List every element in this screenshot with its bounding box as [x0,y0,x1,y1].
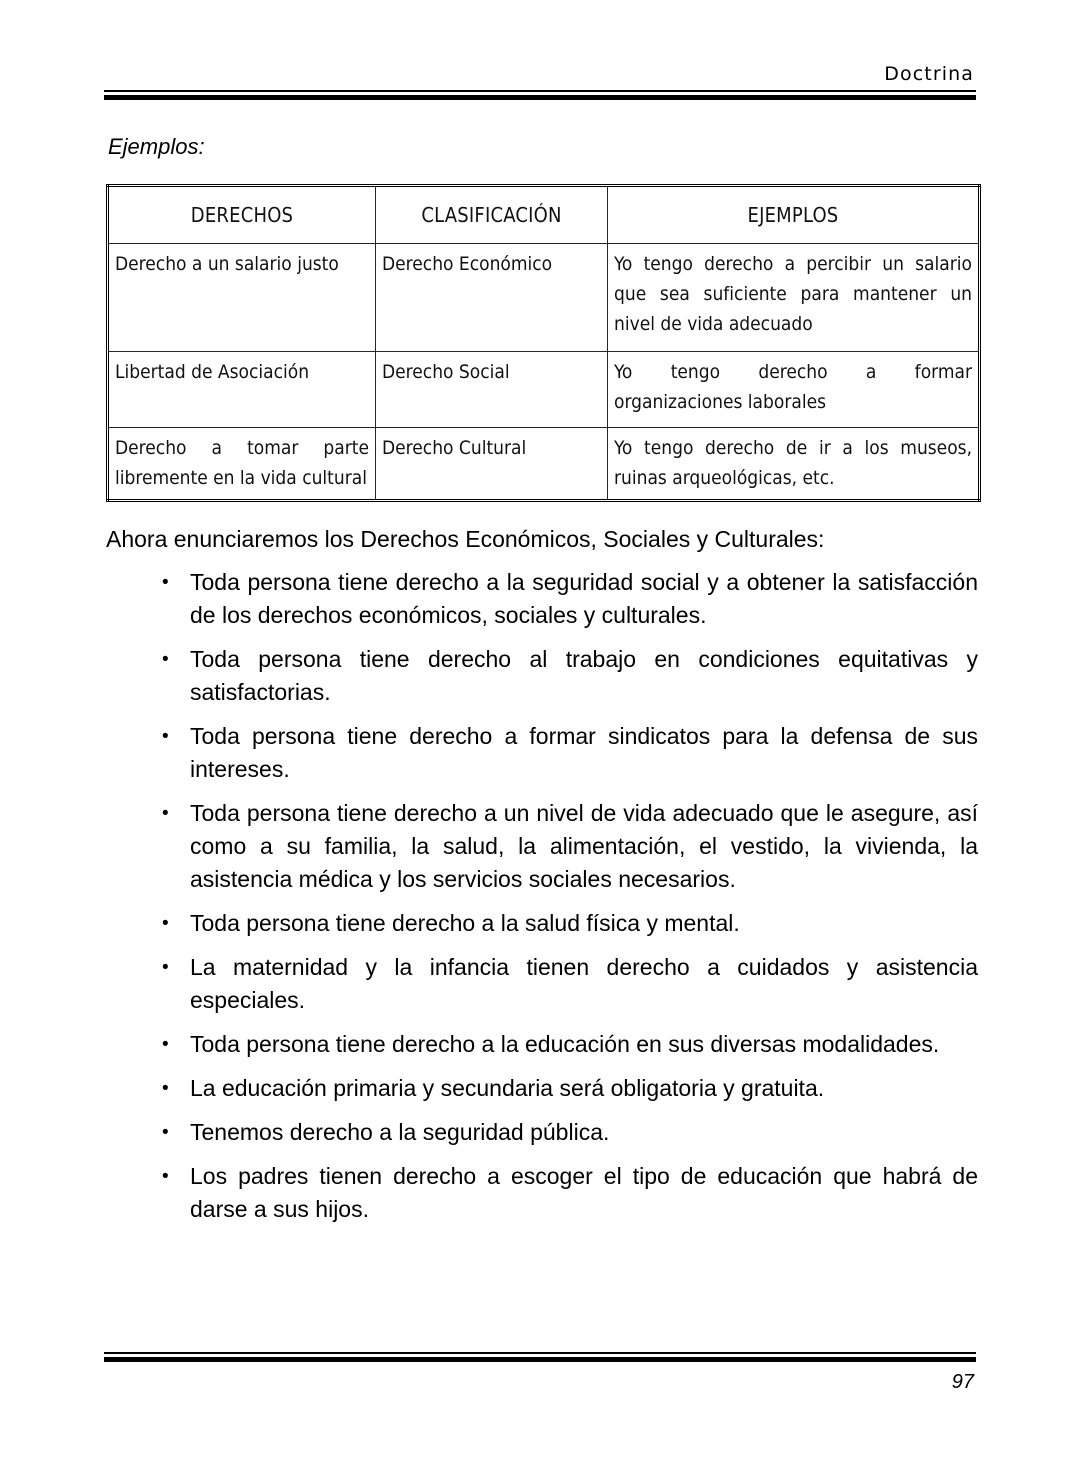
cell-ejemplo: Yo tengo derecho a percibir un salario que sea suficiente para mantener un nivel de vida adecuado [608,244,980,352]
header-rule-thick [104,95,976,100]
page-footer [104,1348,976,1396]
cell-ejemplo: Yo tengo derecho de ir a los museos, ruinas arqueológicas, etc. [608,428,980,501]
list-item [158,907,978,940]
column-header-derechos: DERECHOS [108,186,376,244]
list-item [158,1160,978,1226]
list-item [158,1028,978,1061]
list-item-text: Toda persona tiene derecho al trabajo en condiciones equitativas y satisfactorias. [190,646,978,705]
column-header-clasificacion: CLASIFICACIÓN [376,186,608,244]
list-item [158,1072,978,1105]
table-header-row [108,186,980,244]
page-content [106,132,978,1237]
list-item-text: Toda persona tiene derecho a la salud física y mental. [190,910,740,936]
bullet-icon: • [162,1078,169,1099]
list-item [158,951,978,1017]
rights-examples-table [106,184,981,502]
page-header [104,62,976,100]
cell-clasificacion: Derecho Cultural [376,428,608,501]
list-item [158,720,978,786]
bullet-icon: • [162,1122,169,1143]
rights-list [106,566,978,1226]
table-head [108,186,980,244]
list-item-text: Toda persona tiene derecho a la educación en sus diversas modalidades. [190,1031,940,1057]
bullet-icon: • [162,1034,169,1055]
running-head: Doctrina [884,63,974,85]
list-item [158,1116,978,1149]
page-number: 97 [951,1371,974,1393]
table-body [108,244,980,501]
bullet-icon: • [162,649,169,670]
footer-rule [104,1352,976,1362]
bullet-icon: • [162,572,169,593]
table-row [108,428,980,501]
cell-derecho: Derecho a un salario justo [108,244,376,352]
cell-clasificacion: Derecho Económico [376,244,608,352]
bullet-icon: • [162,1166,169,1187]
bullet-icon: • [162,913,169,934]
list-item-text: La educación primaria y secundaria será obligatoria y gratuita. [190,1075,825,1101]
cell-ejemplo: Yo tengo derecho a formar organizaciones laborales [608,352,980,428]
bullet-icon: • [162,803,169,824]
bullet-icon: • [162,726,169,747]
footer-rule-thick [104,1357,976,1362]
table-row [108,352,980,428]
column-header-ejemplos: EJEMPLOS [608,186,980,244]
list-item-text: Tenemos derecho a la seguridad pública. [190,1119,610,1145]
list-item-text: Los padres tienen derecho a escoger el tipo de educación que habrá de darse a sus hijos. [190,1163,978,1222]
list-item-text: Toda persona tiene derecho a un nivel de vida adecuado que le asegure, así como a su familia, la salud, la alimentación, el vestido, la vivienda, la asistencia médica y los servicios sociales necesarios. [190,800,978,892]
header-rule [104,90,976,100]
cell-clasificacion: Derecho Social [376,352,608,428]
list-item [158,643,978,709]
cell-derecho: Libertad de Asociación [108,352,376,428]
intro-paragraph: Ahora enunciaremos los Derechos Económicos, Sociales y Culturales: [106,526,825,552]
list-item [158,566,978,632]
list-item-text: La maternidad y la infancia tienen derecho a cuidados y asistencia especiales. [190,954,978,1013]
list-item-text: Toda persona tiene derecho a la seguridad social y a obtener la satisfacción de los derechos económicos, sociales y culturales. [190,569,978,628]
cell-derecho: Derecho a tomar parte libremente en la vida cultural [108,428,376,501]
bullet-icon: • [162,957,169,978]
list-item-text: Toda persona tiene derecho a formar sindicatos para la defensa de sus intereses. [190,723,978,782]
table-row [108,244,980,352]
list-item [158,797,978,896]
examples-label: Ejemplos: [108,134,205,159]
